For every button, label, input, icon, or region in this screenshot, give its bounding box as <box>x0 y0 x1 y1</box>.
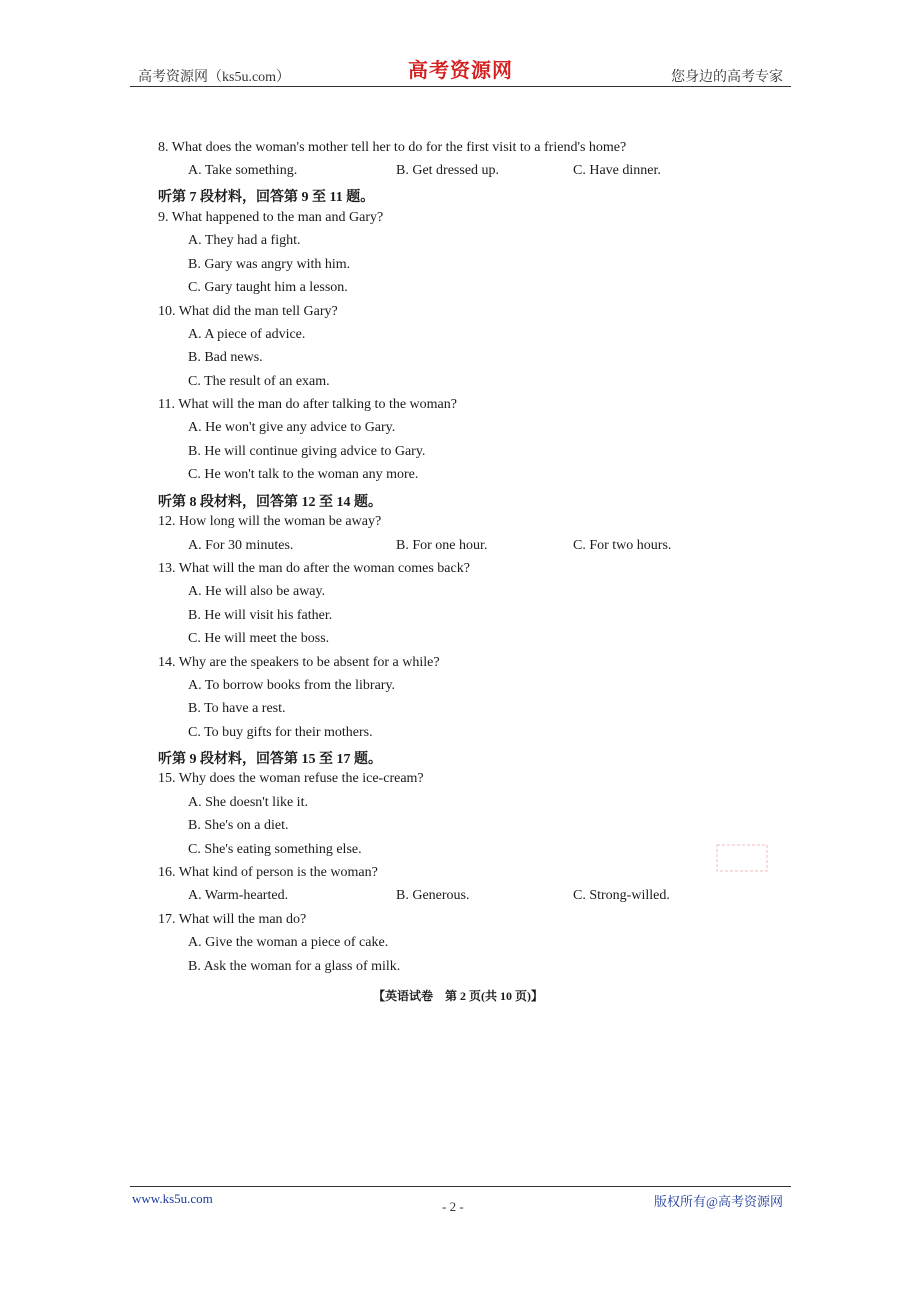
q16-option-c: C. Strong-willed. <box>573 888 670 903</box>
q15-option-c: C. She's eating something else. <box>188 842 362 857</box>
question-9: 9. What happened to the man and Gary? <box>158 210 384 225</box>
q12-option-a: A. For 30 minutes. <box>188 538 294 553</box>
footer-page-number: - 2 - <box>442 1199 464 1214</box>
q14-option-b: B. To have a rest. <box>188 701 286 716</box>
page-label: 【英语试卷 第 2 页(共 10 页)】 <box>373 989 543 1003</box>
header-site-name: 高考资源网（ks5u.com） <box>138 70 291 85</box>
q9-option-c: C. Gary taught him a lesson. <box>188 280 348 295</box>
page-header <box>130 58 791 87</box>
question-10: 10. What did the man tell Gary? <box>158 304 338 319</box>
question-12: 12. How long will the woman be away? <box>158 514 382 529</box>
q8-option-c: C. Have dinner. <box>573 163 661 178</box>
q17-option-b: B. Ask the woman for a glass of milk. <box>188 959 401 974</box>
question-17: 17. What will the man do? <box>158 912 307 927</box>
q15-option-b: B. She's on a diet. <box>188 818 289 833</box>
q12-option-b: B. For one hour. <box>396 538 488 553</box>
question-13: 13. What will the man do after the woman comes back? <box>158 561 470 576</box>
q10-option-b: B. Bad news. <box>188 350 263 365</box>
q8-option-a: A. Take something. <box>188 163 298 178</box>
q10-option-a: A. A piece of advice. <box>188 327 306 342</box>
q8-option-b: B. Get dressed up. <box>396 163 500 178</box>
section-8-heading: 听第 8 段材料，回答第 12 至 14 题。 <box>158 495 382 510</box>
q11-option-b: B. He will continue giving advice to Gary. <box>188 444 426 459</box>
q10-option-c: C. The result of an exam. <box>188 374 330 389</box>
q13-option-b: B. He will visit his father. <box>188 608 333 623</box>
q16-option-a: A. Warm-hearted. <box>188 888 289 903</box>
q13-option-a: A. He will also be away. <box>188 584 326 599</box>
section-9-heading: 听第 9 段材料，回答第 15 至 17 题。 <box>158 752 382 767</box>
q16-option-b: B. Generous. <box>396 888 470 903</box>
question-15: 15. Why does the woman refuse the ice-cream? <box>158 771 424 786</box>
footer-url[interactable]: www.ks5u.com <box>132 1191 213 1206</box>
q14-option-c: C. To buy gifts for their mothers. <box>188 725 373 740</box>
q12-option-c: C. For two hours. <box>573 538 672 553</box>
page-footer <box>130 1186 791 1227</box>
q13-option-c: C. He will meet the boss. <box>188 631 330 646</box>
q14-option-a: A. To borrow books from the library. <box>188 678 396 693</box>
question-16: 16. What kind of person is the woman? <box>158 865 378 880</box>
header-slogan: 您身边的高考专家 <box>671 70 783 85</box>
q9-option-b: B. Gary was angry with him. <box>188 257 351 272</box>
footer-copyright: 版权所有@高考资源网 <box>654 1194 783 1209</box>
q11-option-c: C. He won't talk to the woman any more. <box>188 467 419 482</box>
question-11: 11. What will the man do after talking to the woman? <box>158 397 457 412</box>
q11-option-a: A. He won't give any advice to Gary. <box>188 420 396 435</box>
header-logo: 高考资源网 <box>408 60 513 82</box>
q17-option-a: A. Give the woman a piece of cake. <box>188 935 389 950</box>
question-8: 8. What does the woman's mother tell her to do for the first visit to a friend's home? <box>158 140 627 155</box>
section-7-heading: 听第 7 段材料，回答第 9 至 11 题。 <box>158 190 375 205</box>
q9-option-a: A. They had a fight. <box>188 233 301 248</box>
q15-option-a: A. She doesn't like it. <box>188 795 308 810</box>
question-14: 14. Why are the speakers to be absent for a while? <box>158 655 440 670</box>
stamp-mark <box>716 844 768 872</box>
watermark-stamp <box>716 844 768 872</box>
